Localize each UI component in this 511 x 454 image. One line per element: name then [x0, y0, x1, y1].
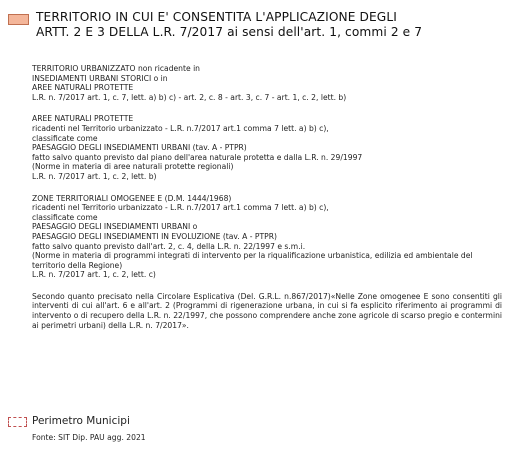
- text-line: L.R. n. 7/2017 art. 1, c. 7, lett. a) b) c) - art. 2, c. 8 - art. 3, c. 7 - art. 1, c. 2, lett. b): [32, 92, 347, 102]
- section-aree-naturali: [32, 114, 502, 181]
- source-credit: Fonte: SIT Dip. PAU agg. 2021: [32, 433, 146, 442]
- text-line: ricadenti nel Territorio urbanizzato - L.R. n.7/2017 art.1 comma 7 lett. a) b) c),: [32, 203, 329, 213]
- text-line: L.R. n. 7/2017 art. 1, c. 2, lett. b): [32, 171, 157, 181]
- text-line: (Norme in materia di programmi integrati di intervento per la riqualificazione urbanistica, edilizia ed ambientale del territorio della Regione): [32, 251, 473, 270]
- text-line: PAESAGGIO DEGLI INSEDIAMENTI URBANI (tav. A - PTPR): [32, 143, 247, 153]
- text-line: classificate come: [32, 133, 98, 143]
- perimeter-label: Perimetro Municipi: [32, 415, 130, 427]
- text-line: AREE NATURALI PROTETTE: [32, 114, 134, 124]
- section-territorio-urbanizzato: [32, 64, 502, 102]
- section-zone-omogenee-e: [32, 194, 502, 280]
- circolare-note: Secondo quanto precisato nella Circolare Esplicativa (Del. G.R.L. n.867/2017)«Nelle Zone omogenee E sono consentiti gli interventi di cui all'art. 6 e all'art. 2 (Programmi di rigenerazione urbana, in cui si fa esplicito riferimento ai programmi di intervento o di recupero della L.R. n. 22/1997, che possono comprendere anche zone agricole di scarso pregio e contermini ai perimetri urbani) della L.R. n. 7/2017».: [32, 291, 502, 330]
- legend-title-line: TERRITORIO IN CUI E' CONSENTITA L'APPLICAZIONE DEGLI: [36, 10, 397, 24]
- legend-description: [32, 64, 502, 330]
- text-line: ZONE TERRITORIALI OMOGENEE E (D.M. 1444/1968): [32, 193, 232, 203]
- territory-legend: [8, 10, 508, 40]
- text-line: INSEDIAMENTI URBANI STORICI o in: [32, 73, 168, 83]
- perimeter-swatch: [8, 417, 27, 427]
- text-line: TERRITORIO URBANIZZATO non ricadente in: [32, 64, 200, 73]
- text-line: AREE NATURALI PROTETTE: [32, 83, 134, 93]
- text-line: classificate come: [32, 212, 98, 222]
- text-line: (Norme in materia di aree naturali protette regionali): [32, 162, 234, 172]
- text-line: fatto salvo quanto previsto dal piano dell'area naturale protetta e dalla L.R. n. 29/1997: [32, 152, 363, 162]
- territory-swatch: [8, 14, 29, 25]
- text-line: ricadenti nel Territorio urbanizzato - L.R. n.7/2017 art.1 comma 7 lett. a) b) c),: [32, 123, 329, 133]
- text-line: PAESAGGIO DEGLI INSEDIAMENTI URBANI o: [32, 222, 198, 232]
- text-line: L.R. n. 7/2017 art. 1, c. 2, lett. c): [32, 270, 156, 280]
- text-line: PAESAGGIO DEGLI INSEDIAMENTI IN EVOLUZIONE (tav. A - PTPR): [32, 231, 277, 241]
- legend-title-line: ARTT. 2 E 3 DELLA L.R. 7/2017 ai sensi dell'art. 1, commi 2 e 7: [36, 25, 423, 39]
- legend-title: [36, 10, 508, 40]
- text-line: fatto salvo quanto previsto dall'art. 2, c. 4, della L.R. n. 22/1997 e s.m.i.: [32, 241, 306, 251]
- perimeter-legend: [8, 414, 308, 428]
